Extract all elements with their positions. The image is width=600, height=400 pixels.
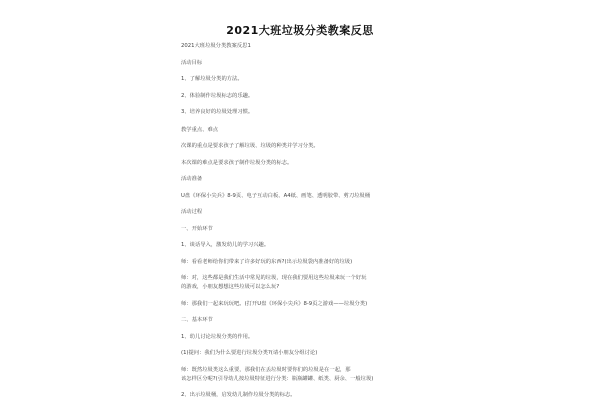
paragraph: 1、了解垃圾分类的方法。	[181, 76, 243, 82]
section-heading: 教学重点、难点	[181, 126, 219, 133]
paragraph: 3、培养良好的垃圾处理习惯。	[181, 109, 254, 115]
paragraph-continued: 该怎样区分呢?(引导幼儿按垃圾特征进行分类：瓶瓶罐罐、纸类、厨余、一般垃圾)	[181, 375, 374, 382]
document-title: 2021大班垃圾分类教案反思	[226, 24, 374, 37]
paragraph: 师：那我们一起来玩玩吧。(打开U盘《环保小尖兵》8-9页之游戏——垃圾分类)	[181, 300, 368, 307]
paragraph: 师：对，这些都是我们生活中常见的垃圾，现在我们要用这些垃圾来玩一个好玩	[181, 275, 367, 281]
section-heading: 一、开始环节	[181, 225, 213, 232]
paragraph: 本次课的难点是要求孩子制作垃圾分类的标志。	[181, 159, 293, 166]
paragraph: (1)提问：我们为什么要进行垃圾分类?(请小朋友分组讨论)	[181, 350, 318, 356]
paragraph-continued: 的游戏，小朋友想想这些垃圾可以怎么玩?	[181, 284, 280, 290]
section-heading: 活动目标	[181, 59, 203, 66]
paragraph: 次课的重点是要求孩子了解垃圾、垃圾的种类并学习分类。	[181, 143, 319, 149]
paragraph: 2、体验制作垃圾标志的乐趣。	[181, 92, 254, 99]
paragraph: 师：看看老师给你们带来了许多好玩的东西?(出示垃圾袋内准备好的垃圾)	[181, 258, 353, 265]
document-body	[181, 43, 417, 399]
paragraph: 师：既然垃圾类这么重要，那我们在丢垃圾时要你们的垃圾是在一起，那	[181, 366, 351, 373]
doc-subtitle: 2021大班垃圾分类教案反思1	[181, 43, 251, 49]
paragraph: U盘《环保小尖兵》8-9页、电子互动白板、A4纸、画笔、透明胶带、剪刀垃圾桶	[181, 192, 371, 199]
paragraph: 1、谈话导入，激发幼儿的学习兴趣。	[181, 242, 270, 248]
section-heading: 二、基本环节	[181, 317, 213, 323]
paragraph: 2、出示垃圾桶，启发幼儿制作垃圾分类的标志。	[181, 392, 296, 398]
section-heading: 活动过程	[181, 209, 203, 215]
paragraph: 1、幼儿讨论垃圾分类的作用。	[181, 333, 254, 340]
section-heading: 活动准备	[181, 176, 203, 182]
